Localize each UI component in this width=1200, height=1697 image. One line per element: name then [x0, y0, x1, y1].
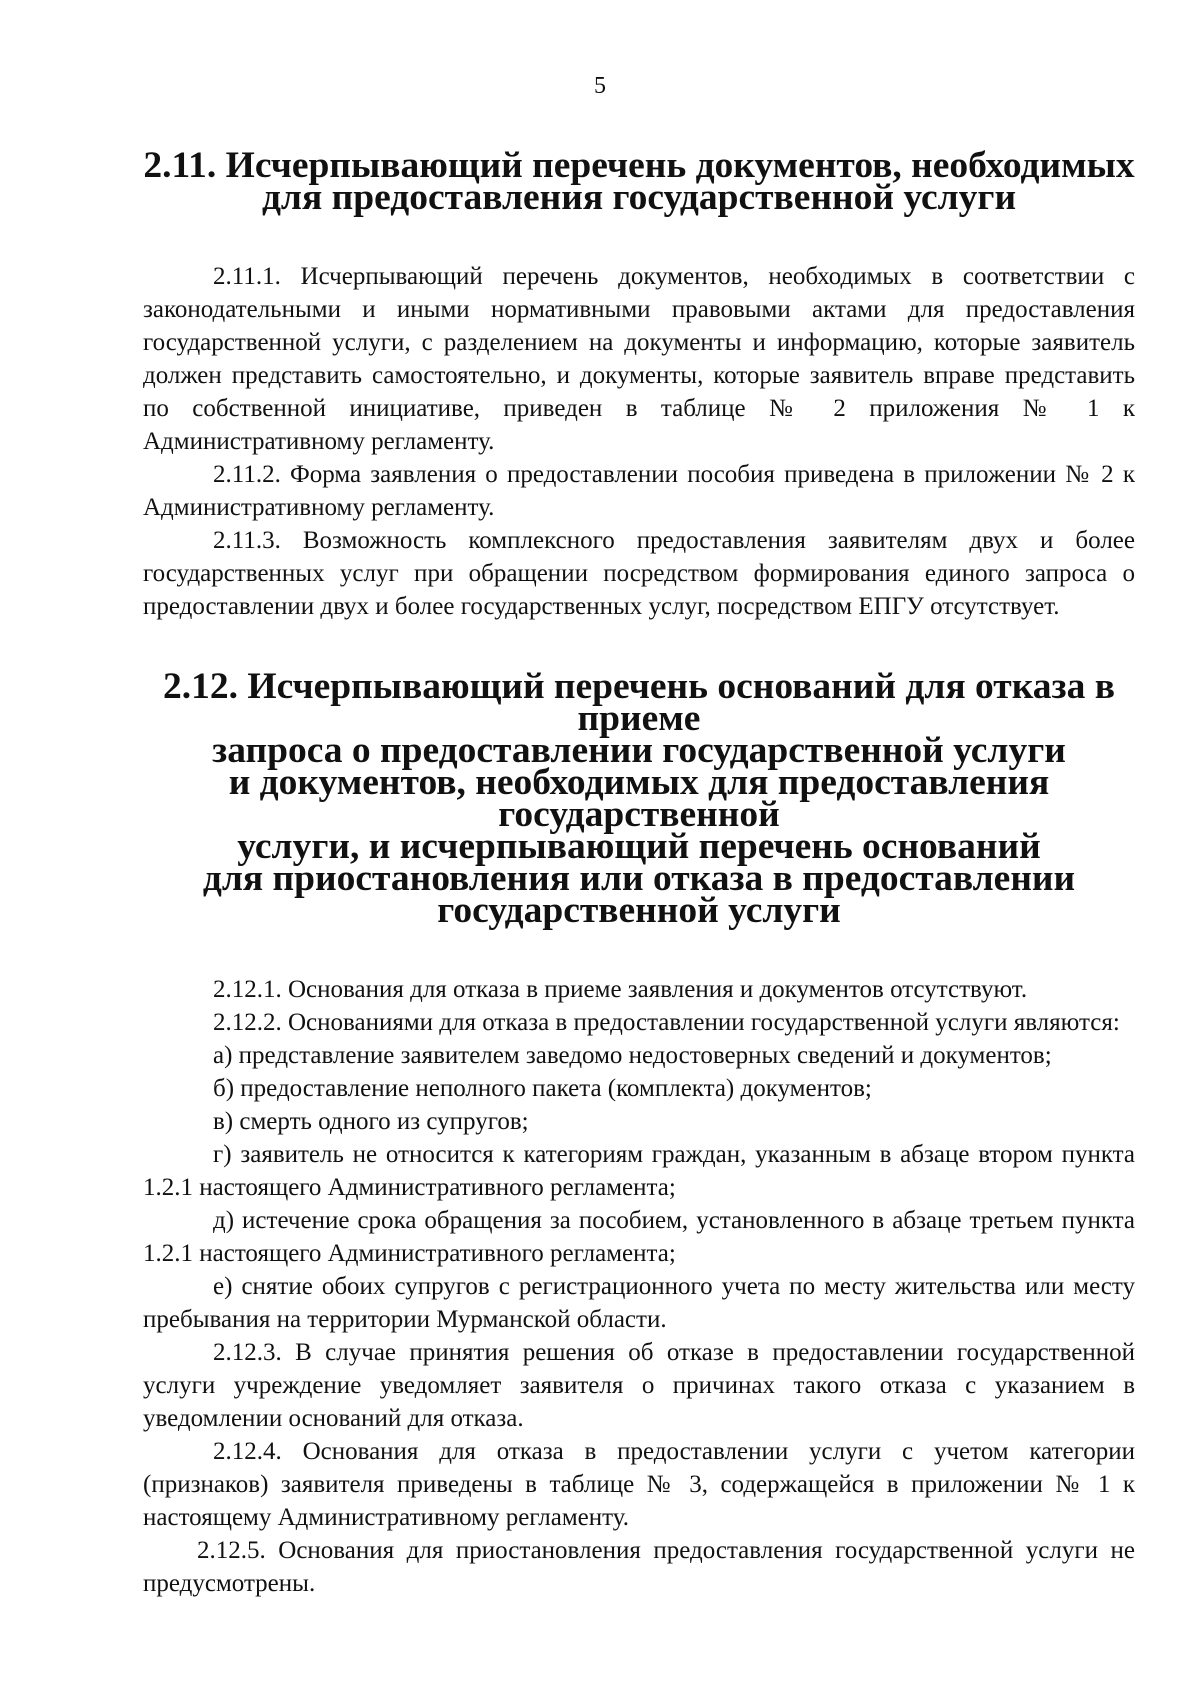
heading-line: 2.12. Исчерпывающий перечень оснований для отказа в приеме — [163, 666, 1115, 739]
paragraph-2-12-4: 2.12.4. Основания для отказа в предоставлении услуги с учетом категории (признаков) заявителя приведены в таблице № 3, содержащейся в приложении № 1 к настоящему Административному регламенту. — [143, 1438, 1135, 1531]
section-heading — [143, 666, 1135, 931]
heading-line: государственной услуги — [437, 890, 841, 931]
page-content — [143, 145, 1135, 1600]
section-2-11 — [143, 145, 1135, 623]
heading-line: для приостановления или отказа в предоставлении — [202, 858, 1076, 899]
paragraph-2-12-1: 2.12.1. Основания для отказа в приеме заявления и документов отсутствуют. — [213, 976, 1028, 1003]
heading-line: и документов, необходимых для предоставления государственной — [228, 762, 1050, 835]
page-number: 5 — [594, 73, 606, 99]
list-item-g: г) заявитель не относится к категориям граждан, указанным в абзаце втором пункта 1.2.1 настоящего Административного регламента; — [143, 1141, 1135, 1201]
section-2-12 — [143, 666, 1135, 1600]
heading-line: для предоставления государственной услуги — [261, 177, 1017, 218]
list-item-v: в) смерть одного из супругов; — [213, 1108, 529, 1135]
list-item-b: б) предоставление неполного пакета (комплекта) документов; — [213, 1075, 872, 1102]
list-item-d: д) истечение срока обращения за пособием, установленного в абзаце третьем пункта 1.2.1 настоящего Административного регламента; — [143, 1207, 1135, 1267]
paragraph-2-12-3: 2.12.3. В случае принятия решения об отказе в предоставлении государственной услуги учреждение уведомляет заявителя о причинах такого отказа с указанием в уведомлении оснований для отказа. — [143, 1339, 1135, 1432]
paragraph-2-12-2: 2.12.2. Основаниями для отказа в предоставлении государственной услуги являются: — [213, 1009, 1120, 1036]
heading-line: запроса о предоставлении государственной услуги — [212, 730, 1066, 771]
paragraph-2-11-2: 2.11.2. Форма заявления о предоставлении пособия приведена в приложении № 2 к Административному регламенту. — [143, 461, 1135, 521]
list-item-a: а) представление заявителем заведомо недостоверных сведений и документов; — [213, 1042, 1052, 1069]
paragraph-2-11-3: 2.11.3. Возможность комплексного предоставления заявителям двух и более государственных услуг при обращении посредством формирования единого запроса о предоставлении двух и более государственных услуг, посредством ЕПГУ отсутствует. — [143, 527, 1135, 620]
section-heading — [143, 145, 1135, 218]
heading-line: услуги, и исчерпывающий перечень оснований — [237, 826, 1041, 867]
list-item-e: е) снятие обоих супругов с регистрационного учета по месту жительства или месту пребывания на территории Мурманской области. — [143, 1273, 1135, 1333]
heading-line: 2.11. Исчерпывающий перечень документов, необходимых — [143, 145, 1135, 186]
paragraph-2-11-1: 2.11.1. Исчерпывающий перечень документов, необходимых в соответствии с законодательными и иными нормативными правовыми актами для предоставления государственной услуги, с разделением на документы и информацию, которые заявитель должен представить самостоятельно, и документы, которые заявитель вправе представить по собственной инициативе, приведен в таблице № 2 приложения № 1 к Административному регламенту. — [143, 263, 1135, 455]
paragraph-2-12-5: 2.12.5. Основания для приостановления предоставления государственной услуги не предусмотрены. — [143, 1537, 1135, 1597]
